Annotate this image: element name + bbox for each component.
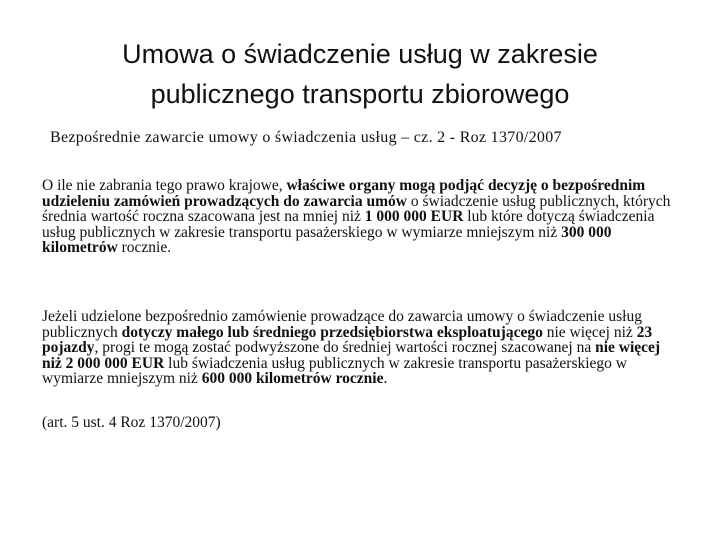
para2-text-1: Jeżeli udzielone bezpośrednio zamówienie prowadzące do zawarcia umowy o świadczenie usług publicznych xyxy=(42,308,642,341)
para2-bold-vehicles: 23 pojazdy xyxy=(42,323,653,357)
para2-text-5: . xyxy=(383,370,388,388)
para2-text-2: nie więcej niż xyxy=(542,323,637,341)
para2-bold-amount: nie więcej niż 2 000 000 EUR xyxy=(42,339,661,372)
para1-bold-competent-authorities: właściwe organy mogą podjąć decyzję o bezpośrednim udzieleniu zamówień prowadzących do zawarcia umów xyxy=(42,177,646,210)
slide-title-line-1: Umowa o świadczenie usług w zakresie xyxy=(122,39,598,69)
paragraph-direct-award-conditions xyxy=(42,178,678,256)
slide-title xyxy=(60,34,660,114)
slide-title-line-2: publicznego transportu zbiorowego xyxy=(150,79,570,109)
para2-bold-kilometres: 600 000 kilometrów rocznie xyxy=(201,370,384,388)
slide-subtitle: Bezpośrednie zawarcie umowy o świadczenia usług – cz. 2 - Roz 1370/2007 xyxy=(50,129,562,146)
para2-text-3: , progi te mogą zostać podwyższone do średniej wartości rocznej szacowanej na xyxy=(94,339,596,357)
para1-text-1: O ile nie zabrania tego prawo krajowe, xyxy=(42,177,287,194)
paragraph-sme-thresholds xyxy=(42,309,678,387)
para1-bold-kilometres: 300 000 kilometrów xyxy=(42,223,612,257)
para1-text-3: lub które dotyczą świadczenia usług publicznych w zakresie transportu pasażerskiego w wymiarze mniejszym niż xyxy=(42,208,655,241)
para1-text-4: rocznie. xyxy=(117,239,172,257)
para1-text-2: o świadczenie usług publicznych, których średnia wartość roczna szacowana jest na mniej niż xyxy=(42,192,671,226)
para2-text-4: lub świadczenia usług publicznych w zakresie transportu pasażerskiego w wymiarze mniejszym niż xyxy=(42,354,627,388)
para2-bold-sme: dotyczy małego lub średniego przedsiębiorstwa eksploatującego xyxy=(121,323,543,341)
para1-bold-amount: 1 000 000 EUR xyxy=(364,208,464,226)
legal-reference: (art. 5 ust. 4 Roz 1370/2007) xyxy=(42,414,221,431)
